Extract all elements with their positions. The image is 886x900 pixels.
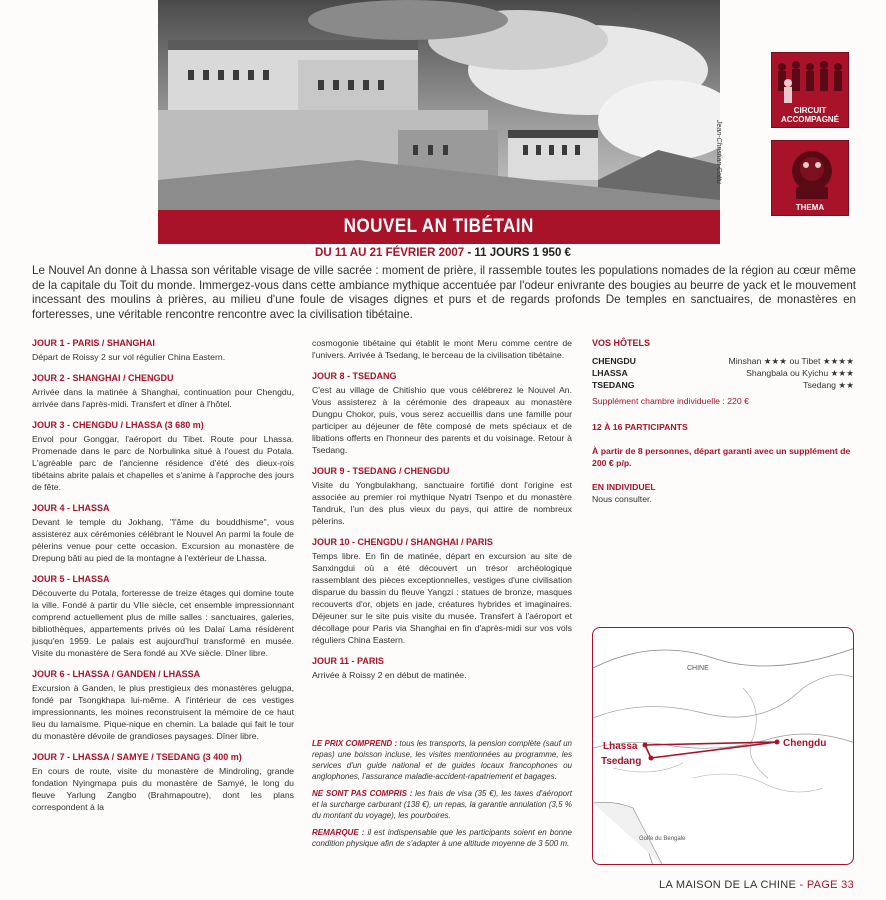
route-map (592, 627, 854, 865)
day-text: Départ de Roissy 2 sur vol régulier China Eastern. (32, 352, 226, 362)
condition-text: les frais de visa (35 €), les taxes d'aéroport et la surcharge carburant (138 €), un repas, la garantie annulation (3,5 % du montant du voyage), les pourboires. (312, 789, 572, 820)
hotel-name: Shangbala ou Kyichu ★★★ (746, 368, 854, 378)
day-text: Envol pour Gonggar, l'aéroport du Tibet. Route pour Lhassa. Promenade dans le parc de Norbulinka situé à l'ouest du Potala. L'agréable parc de l'ancienne résidence d'été des dieux-rois tibétains abrite palais et chapelles et s'anime à l'approche des jours de fête. (32, 434, 294, 492)
day-block (312, 655, 572, 681)
travel-dates: DU 11 AU 21 FÉVRIER 2007 (315, 247, 465, 259)
route-lines (645, 742, 777, 758)
potala-illustration (158, 0, 720, 238)
day-block (32, 372, 294, 410)
chengdu-marker (775, 740, 780, 745)
map-city-label: Chengdu (783, 738, 827, 749)
day-title: JOUR 3 - CHENGDU / LHASSA (3 680 m) (32, 420, 204, 430)
badge-label: THEMA (795, 203, 825, 212)
day-text: En cours de route, visite du monastère de Mindroling, grande fondation Nyingmapa puis du monastère de Samyé, le long du fleuve Yarlung Zangbo (Brahmapoutre), dont les plans correspondent à la (32, 766, 294, 812)
day-block (312, 370, 572, 456)
day-block (32, 337, 294, 363)
info-column (592, 337, 854, 505)
hotel-city: CHENGDU (592, 356, 636, 366)
condition-text: tous les transports, la pension complète (sauf un repas) une boisson incluse, les visites mentionnées au programme, les services d'un guide national et de guides locaux francophones ou anglophones, l'assurance maladie-accident-rapatriement et bagages. (312, 739, 572, 781)
day-text: Devant le temple du Jokhang, "l'âme du bouddhisme", vous assisterez aux cérémonies célébrant le Nouvel An parmi la foule de pèlerins venue pour cette occasion. Excursion au monastère de Drepung bâti au pied de la montagne à l'extérieur de Lhassa. (32, 517, 294, 563)
duration-price: - 11 JOURS 1 950 € (464, 247, 571, 259)
map-city-label: Tsedang (601, 756, 642, 767)
intro-paragraph: Le Nouvel An donne à Lhassa son véritable visage de ville sacrée : moment de prière, il rassemble toutes les populations nomades de la région au cœur même de la capitale du Toit du monde. Immergez-vous dans cette ambiance mythique accentuée par l'odeur enivrante des bougies au beurre de yack et le mouvement incessant des moulins à prières, au milieu d'une foule de visages dignes et purs et de regards profonds De temples en sanctuaires, de monastères en forteresses, une véritable rencontre rencontre avec la civilisation tibétaine. (32, 264, 856, 321)
day-text: Découverte du Potala, forteresse de treize étages qui domine toute la ville. Fondé à partir du VIIe siècle, cet ensemble impressionnant comprend actuellement plus de mille salles : sanctuaires, galeries, bibliothèques, appartements privés où les Dalaï Lama résidèrent jusqu'en 1959. Le palais est aujourd'hui transformé en musée. Visite du monastère de Sera fondé au XVe siècle. Dîner libre. (32, 588, 294, 658)
footer-brand: LA MAISON DE LA CHINE (659, 879, 797, 891)
day-title: JOUR 7 - LHASSA / SAMYE / TSEDANG (3 400 m) (32, 752, 242, 762)
itinerary-column-2 (312, 337, 572, 690)
individual-text: Nous consulter. (592, 494, 652, 504)
hotel-row (592, 367, 854, 379)
travelers-icon (772, 53, 850, 103)
hotel-name: Minshan ★★★ ou Tibet ★★★★ (728, 356, 854, 366)
page-number: - PAGE 33 (796, 879, 854, 891)
hotels-title: VOS HÔTELS (592, 338, 651, 348)
participants: 12 À 16 PARTICIPANTS (592, 422, 688, 432)
hotel-row (592, 355, 854, 367)
day-text: C'est au village de Chitishio que vous célébrerez le Nouvel An. Vous assisterez à la cérémonie des drapeaux au monastère Dungpu Chokor, puis, vous serez accueillis dans une famille pour participer au déjeuner de fête composé de mets spéciaux et de libations offerts en l'honneur des parents et du voisinage. Retour à Tsedang. (312, 385, 572, 455)
day-title: JOUR 2 - SHANGHAI / CHENGDU (32, 373, 174, 383)
map-gulf-label: Golfe du Bengale (639, 836, 686, 842)
itinerary-column-1 (32, 337, 294, 822)
map-city-label: Lhassa (603, 741, 638, 752)
day-title: JOUR 6 - LHASSA / GANDEN / LHASSA (32, 669, 201, 679)
condition-label: REMARQUE : (312, 828, 365, 837)
hotel-row (592, 379, 854, 391)
day-text: cosmogonie tibétaine qui établit le mont Meru comme centre de l'univers. Arrivée à Tsedang, le berceau de la civilisation tibétaine. (312, 338, 572, 360)
condition-excluded (312, 788, 572, 821)
price-conditions (312, 738, 572, 855)
day-block (32, 668, 294, 742)
badge-label: CIRCUIT ACCOMPAGNÉ (780, 106, 840, 124)
tsedang-marker (649, 756, 654, 761)
day-block (312, 536, 572, 646)
individual-title: EN INDIVIDUEL (592, 482, 656, 492)
day-title: JOUR 8 - TSEDANG (312, 371, 397, 381)
day-text: Visite du Yongbulakhang, sanctuaire fortifié dont l'origine est associée au premier roi mythique Nyatri Tsenpo et du monastère Tandruk, l'un des plus vieux du pays, qui attire de nombreux pèlerins. (312, 480, 572, 526)
thema-badge (771, 140, 849, 216)
condition-included (312, 738, 572, 782)
condition-text: il est indispensable que les participants soient en bonne condition physique afin de s'adapter à une altitude moyenne de 3 500 m. (312, 828, 572, 848)
condition-label: NE SONT PAS COMPRIS : (312, 789, 413, 798)
hero-photo (158, 0, 720, 238)
day-title: JOUR 1 - PARIS / SHANGHAI (32, 338, 155, 348)
circuit-accompagne-badge (771, 52, 849, 128)
hotel-city: LHASSA (592, 368, 628, 378)
day-title: JOUR 11 - PARIS (312, 656, 384, 666)
day-block (32, 751, 294, 813)
lion-statue-icon (772, 141, 850, 203)
hotel-city: TSEDANG (592, 380, 635, 390)
page-title: NOUVEL AN TIBÉTAIN (343, 216, 535, 237)
dates-line (0, 247, 886, 259)
map-country-label: CHINE (687, 665, 709, 672)
day-block (32, 502, 294, 564)
map-drawing (593, 628, 854, 865)
day-title: JOUR 5 - LHASSA (32, 574, 110, 584)
condition-label: LE PRIX COMPREND : (312, 739, 398, 748)
day-block (312, 465, 572, 527)
hotel-name: Tsedang ★★ (803, 380, 854, 390)
page-footer (659, 879, 854, 891)
day-title: JOUR 9 - TSEDANG / CHENGDU (312, 466, 450, 476)
day-title: JOUR 4 - LHASSA (32, 503, 110, 513)
day-text: Excursion à Ganden, le plus prestigieux des monastères gelugpa, fondé par Tsongkhapa lui-même. A l'intérieur de ces vestiges impressionnants, les moines reconstruisent la mémoire de ce haut lieu du lamaïsme. Pique-nique en chemin. La balade qui fait le tour du monastère dévoile de grandioses paysages. Dîner libre. (32, 683, 294, 741)
lhassa-marker (643, 743, 648, 748)
photo-credit: Jean-Christian Cottu (715, 120, 722, 184)
day-continuation (312, 337, 572, 361)
day-title: JOUR 10 - CHENGDU / SHANGHAI / PARIS (312, 537, 493, 547)
day-text: Arrivée dans la matinée à Shanghai, continuation pour Chengdu, arrivée dans l'après-midi. Transfert et dîner à l'hôtel. (32, 387, 294, 409)
title-banner (158, 210, 720, 244)
guarantee-note: À partir de 8 personnes, départ garanti avec un supplément de 200 € p/p. (592, 446, 851, 468)
day-block (32, 573, 294, 659)
condition-remark (312, 827, 572, 849)
day-text: Arrivée à Roissy 2 en début de matinée. (312, 670, 467, 680)
day-block (32, 419, 294, 493)
day-text: Temps libre. En fin de matinée, départ en excursion au site de Sanxingdui où a été découvert un trésor archéologique rassemblant des pièces exceptionnelles, vestiges d'une civilisation disparue du bassin du fleuve Yangzi : statues de bronze, masques recouverts d'or, objets en jade, créatures hybrides et imaginaires. Déjeuner sur le site puis visite du musée. Transfert à l'aéroport et décollage pour Paris via Shanghai en fin d'après-midi sur vos vols réguliers China Eastern. (312, 551, 572, 645)
single-supplement: Supplément chambre individuelle : 220 € (592, 396, 749, 406)
